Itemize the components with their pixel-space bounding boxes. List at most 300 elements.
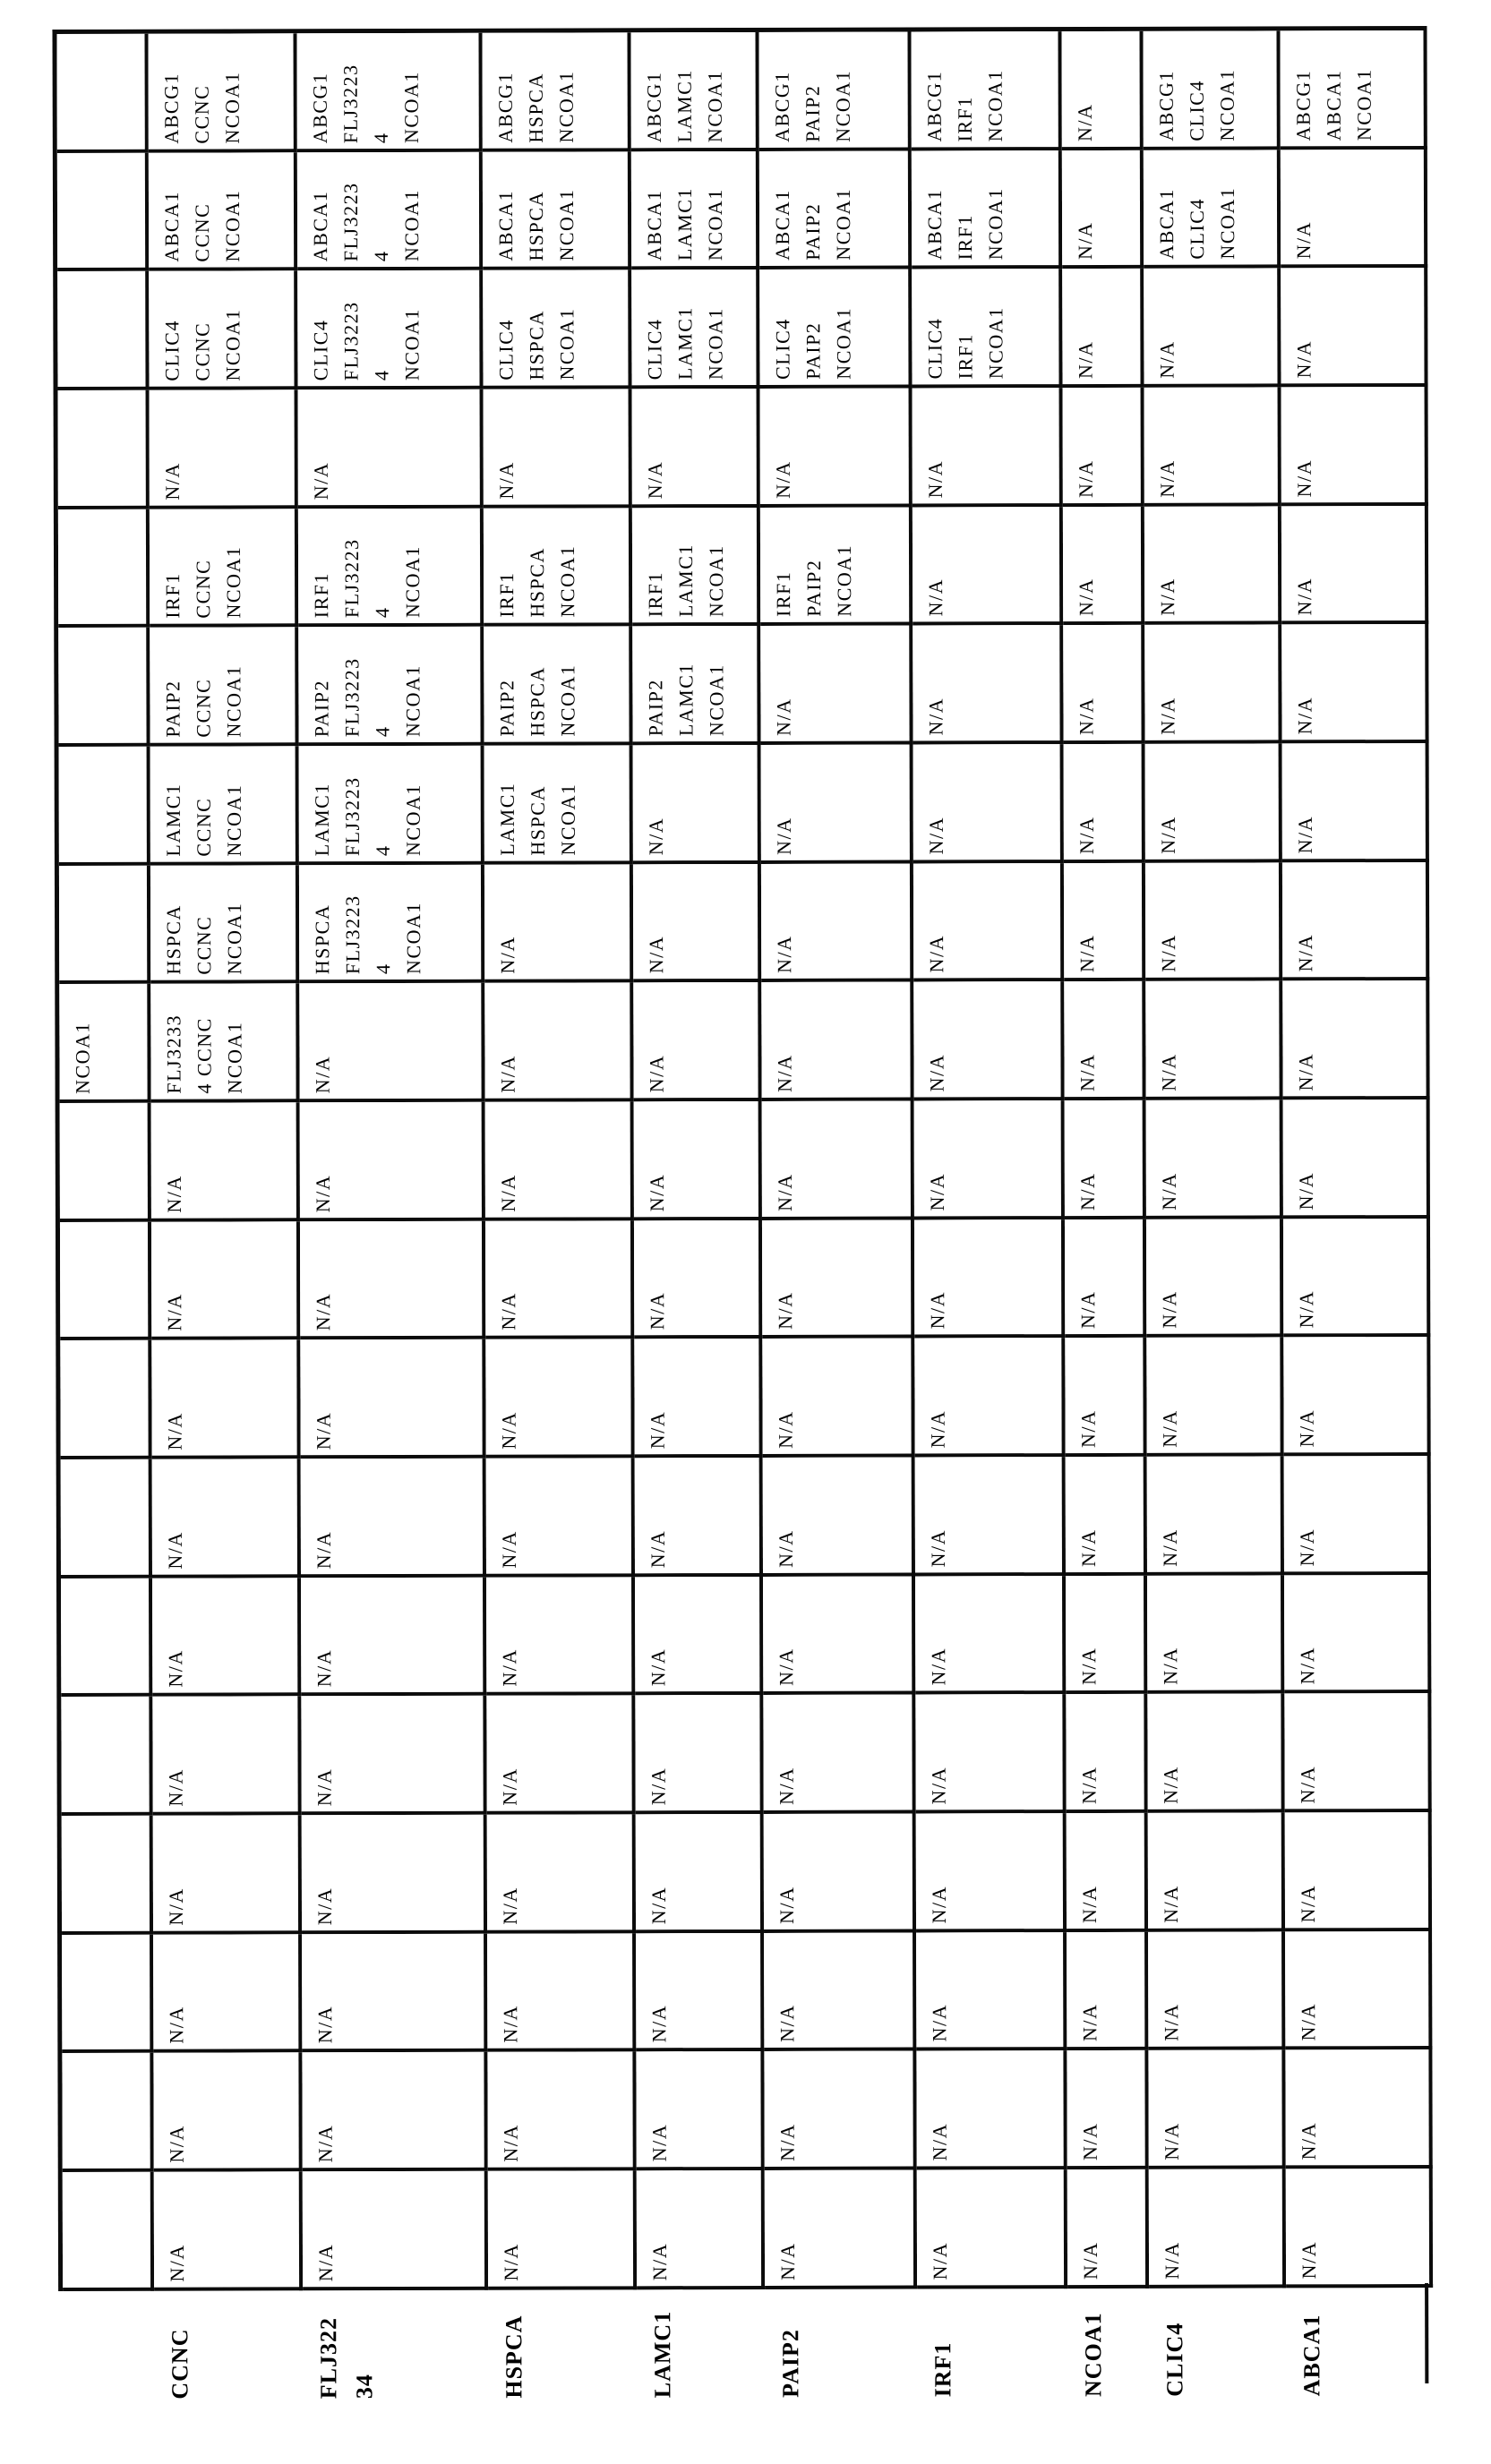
cell-text: N/A (496, 936, 519, 975)
table-cell (1146, 1099, 1283, 1219)
cell-text: PAIP2 LAMC1 NCOA1 (644, 663, 728, 737)
header-column-cell (61, 1578, 152, 1697)
cell-text: N/A (1160, 2003, 1183, 2042)
header-column-cell (59, 984, 150, 1103)
cell-text: HSPCA CCNC NCOA1 (162, 902, 246, 976)
cell-text: N/A (645, 1054, 668, 1093)
cell-text: N/A (313, 1649, 336, 1688)
cell-text: N/A (927, 1885, 951, 1924)
table-cell (915, 1694, 1066, 1813)
cell-text: N/A (163, 1293, 186, 1332)
table-cell (636, 1814, 764, 1933)
table-cell (634, 1220, 762, 1339)
table-cell (1062, 150, 1144, 270)
header-column-cell (62, 1816, 153, 1935)
table-cell (1066, 1576, 1147, 1695)
cell-text: N/A (1293, 815, 1316, 854)
cell-text: N/A (926, 1410, 949, 1449)
table-cell (1149, 2169, 1286, 2289)
cell-text: N/A (313, 2124, 337, 2163)
cell-text: N/A (1074, 459, 1097, 498)
table-cell (1281, 506, 1428, 625)
cell-text: N/A (1158, 1290, 1181, 1330)
cell-text: ABCG1 CLIC4 NCOA1 (1154, 68, 1238, 141)
cell-text: N/A (1077, 1766, 1101, 1805)
table-cell (303, 2171, 488, 2290)
cell-text: ABCG1 PAIP2 NCOA1 (770, 69, 854, 142)
cell-text: N/A (774, 1529, 797, 1568)
table-cell (483, 151, 631, 270)
table-cell (761, 863, 913, 982)
table-cell (1283, 1099, 1430, 1219)
table-cell (150, 628, 298, 747)
table-cell (635, 1577, 763, 1696)
cell-text: CLIC4 LAMC1 NCOA1 (643, 306, 727, 381)
table-cell (149, 271, 297, 390)
table-cell (1067, 2169, 1149, 2289)
table-cell (486, 1577, 635, 1696)
table-cell (150, 746, 299, 865)
cell-text: N/A (164, 1649, 187, 1689)
cell-text: N/A (1159, 1647, 1182, 1686)
cell-text: N/A (165, 2244, 189, 2282)
table-cell (915, 1576, 1066, 1695)
cell-text: N/A (1078, 2003, 1101, 2042)
cell-text: N/A (775, 2123, 799, 2162)
cell-text: N/A (1292, 458, 1315, 498)
cell-text: N/A (163, 1412, 186, 1450)
cell-text: N/A (1292, 221, 1315, 260)
cell-text: N/A (647, 2242, 672, 2281)
header-column-cell (60, 1103, 151, 1222)
cell-text: ABCG1 FLJ3223 4 NCOA1 (308, 64, 423, 143)
table-cell (762, 1219, 914, 1339)
table-cell (764, 1932, 916, 2051)
table-cell (484, 508, 632, 627)
table-cell (484, 627, 632, 746)
header-column-cell (58, 628, 150, 747)
bottom-gene-label: ABCA1 (1298, 2314, 1325, 2397)
table-cell (912, 269, 1062, 388)
cell-text: N/A (1296, 1647, 1319, 1685)
cell-text: N/A (772, 817, 795, 855)
cell-text: ABCG1 ABCA1 NCOA1 (1291, 67, 1375, 141)
header-column-cell (59, 747, 150, 866)
cell-text: N/A (498, 1767, 521, 1806)
table-cell (150, 509, 298, 628)
bottom-gene-label: NCOA1 (1080, 2312, 1107, 2398)
table-cell (1285, 1812, 1432, 1931)
table-cell (632, 626, 760, 745)
cell-text: N/A (313, 1886, 337, 1926)
table-cell (298, 627, 484, 746)
table-cell (483, 270, 631, 389)
table-cell (1144, 506, 1281, 625)
cell-text: N/A (1156, 578, 1179, 617)
table-cell (1062, 269, 1144, 388)
table-cell (763, 1458, 915, 1577)
table-cell (297, 270, 483, 389)
cell-text: N/A (925, 1054, 948, 1092)
table-cell (634, 1101, 762, 1220)
table-cell (482, 32, 630, 151)
table-cell (300, 1220, 485, 1339)
table-cell (631, 151, 759, 270)
cell-text: IRF1 HSPCA NCOA1 (495, 545, 579, 619)
cell-text: N/A (774, 1291, 797, 1330)
table-cell (1147, 1694, 1284, 1813)
table-cell (1067, 2050, 1148, 2169)
header-column-cell (62, 2053, 153, 2172)
cell-text: N/A (165, 2006, 188, 2045)
table-cell (298, 389, 484, 509)
cell-text: CLIC4 PAIP2 NCOA1 (771, 306, 855, 380)
header-column-cell (56, 34, 148, 153)
table-cell (630, 32, 758, 151)
cell-text: N/A (647, 2123, 671, 2162)
table-cell (633, 982, 761, 1101)
cell-text: N/A (1156, 816, 1179, 854)
table-cell (1065, 1100, 1146, 1219)
cell-text: ABCA1 CLIC4 NCOA1 (1154, 187, 1239, 261)
table-cell (1145, 862, 1282, 981)
table-cell (484, 983, 633, 1102)
table-cell (761, 745, 913, 864)
cell-text: N/A (1074, 340, 1097, 380)
table-cell (760, 626, 913, 745)
cell-text: N/A (775, 1886, 799, 1924)
table-cell (300, 1339, 485, 1459)
header-column-cell (61, 1697, 152, 1816)
table-cell (1280, 30, 1427, 150)
table-cell (302, 1934, 487, 2053)
header-column-cell (60, 1221, 151, 1340)
table-cell (1064, 981, 1145, 1100)
table-cell (151, 1102, 300, 1221)
cell-text: CLIC4 CCNC NCOA1 (160, 308, 244, 381)
table-cell (1282, 980, 1429, 1099)
table-cell (1144, 269, 1281, 388)
cell-text: N/A (1077, 1885, 1101, 1923)
cell-text: N/A (312, 1411, 335, 1450)
cell-text: N/A (1295, 1527, 1318, 1567)
table-cell (913, 507, 1063, 626)
cell-text: ABCG1 CCNC NCOA1 (159, 71, 244, 144)
header-column-cell (60, 1340, 151, 1459)
table-cell (302, 1815, 487, 1934)
table-cell (913, 388, 1063, 507)
cell-text: PAIP2 CCNC NCOA1 (161, 664, 245, 738)
table-cell (1145, 743, 1282, 862)
table-cell (1283, 1219, 1430, 1338)
table-cell (759, 150, 912, 270)
table-cell (1064, 744, 1145, 863)
table-cell (299, 983, 484, 1102)
table-cell (487, 2052, 636, 2171)
table-cell (917, 2169, 1067, 2289)
cell-text: HSPCA FLJ3223 4 NCOA1 (311, 894, 425, 975)
cell-text: N/A (499, 2124, 522, 2162)
cell-text: ABCA1 HSPCA NCOA1 (493, 188, 578, 262)
cell-text: N/A (773, 1054, 796, 1092)
cell-text: N/A (160, 461, 184, 500)
cell-text: N/A (927, 1767, 950, 1805)
table-cell (484, 389, 632, 508)
header-column-cell (57, 271, 149, 390)
cell-text: N/A (772, 697, 795, 736)
cell-text: N/A (646, 1529, 669, 1569)
cell-text: N/A (924, 816, 947, 855)
table-right-border-tail (1425, 2283, 1428, 2383)
cell-text: IRF1 LAMC1 NCOA1 (644, 543, 728, 618)
table-cell (631, 270, 759, 389)
cell-text: N/A (1075, 816, 1098, 854)
table-cell (485, 1101, 634, 1220)
cell-text: N/A (1296, 1884, 1320, 1923)
table-cell (485, 1339, 634, 1459)
cell-text: N/A (1076, 1409, 1100, 1449)
table-cell (484, 864, 633, 983)
table-cell (1063, 507, 1144, 626)
table-cell (916, 1813, 1067, 1932)
table-cell (488, 2170, 637, 2289)
cell-text: N/A (1075, 697, 1098, 736)
table-cell (153, 2053, 302, 2172)
cell-text: ABCA1 FLJ3223 4 NCOA1 (308, 182, 424, 262)
cell-text: ABCA1 PAIP2 NCOA1 (770, 188, 855, 261)
table-cell (1065, 1219, 1146, 1339)
cell-text: N/A (1073, 103, 1096, 141)
bottom-gene-label: PAIP2 (777, 2329, 804, 2398)
table-cell (1143, 30, 1280, 150)
table-cell (487, 1933, 636, 2052)
cell-text: N/A (164, 1886, 188, 1926)
cell-text: PAIP2 HSPCA NCOA1 (495, 663, 579, 737)
table-cell (634, 1339, 762, 1458)
cell-text: N/A (1160, 2241, 1184, 2280)
table-cell (1063, 388, 1144, 507)
table-cell (914, 1100, 1065, 1219)
table-cell (151, 1221, 300, 1340)
cell-text: CLIC4 IRF1 NCOA1 (923, 306, 1007, 380)
cell-text: N/A (1076, 1528, 1100, 1567)
table-cell (1066, 1457, 1147, 1576)
table-cell (154, 2171, 303, 2290)
table-cell (632, 389, 760, 508)
table-cell (1063, 625, 1144, 744)
cell-text: N/A (774, 1410, 797, 1449)
cell-text: N/A (1075, 1172, 1099, 1211)
cell-text: N/A (1077, 1647, 1101, 1686)
cell-text: N/A (645, 1173, 668, 1212)
table-cell (152, 1578, 301, 1697)
cell-text: N/A (1157, 1053, 1180, 1091)
cell-text: ABCG1 IRF1 NCOA1 (922, 69, 1007, 142)
cell-text: N/A (773, 1173, 796, 1211)
table-cell (1148, 2050, 1285, 2169)
cell-text: N/A (1160, 2122, 1183, 2160)
table-cell (298, 508, 484, 627)
table-cell (1281, 150, 1427, 269)
table-cell (486, 1696, 635, 1815)
table-cell (1281, 387, 1428, 506)
table-cell (1284, 1456, 1431, 1575)
cell-text: LAMC1 CCNC NCOA1 (161, 783, 245, 857)
bottom-gene-label: CCNC (167, 2328, 193, 2400)
cell-text: N/A (498, 1886, 522, 1925)
table-cell (485, 1220, 634, 1339)
cell-text: IRF1 CCNC NCOA1 (161, 545, 245, 620)
cell-text: N/A (313, 2006, 337, 2044)
table-cell (1283, 1337, 1430, 1456)
table-cell (1282, 862, 1429, 981)
table-cell (150, 389, 298, 509)
cell-text: N/A (646, 1410, 669, 1450)
table-cell (152, 1459, 301, 1578)
table-cell (299, 864, 484, 983)
cell-text: N/A (923, 459, 947, 499)
cell-text: N/A (497, 1292, 520, 1331)
header-column-cell (63, 2172, 154, 2291)
cell-text: N/A (926, 1528, 949, 1568)
table-cell (300, 1102, 485, 1221)
cell-text: N/A (775, 2004, 799, 2043)
cell-text: N/A (1292, 339, 1315, 379)
table-cell (636, 1933, 764, 2052)
cell-text: N/A (773, 935, 796, 974)
cell-text: N/A (1293, 578, 1316, 616)
table-cell (1282, 743, 1429, 862)
table-cell (1066, 1694, 1147, 1813)
cell-text: N/A (1297, 2003, 1320, 2041)
cell-text: N/A (497, 1530, 520, 1569)
table-cell (911, 31, 1061, 150)
cell-text: N/A (1159, 1766, 1182, 1804)
cell-text: N/A (1159, 1885, 1183, 1923)
cell-text: ABCA1 IRF1 NCOA1 (922, 187, 1007, 261)
table-cell (1284, 1693, 1431, 1812)
cell-text: N/A (1158, 1528, 1181, 1567)
cell-text: N/A (647, 1886, 671, 1925)
cell-text: N/A (644, 817, 667, 855)
cell-text: N/A (1296, 1766, 1319, 1804)
table-cell (296, 33, 482, 152)
cell-text: N/A (494, 460, 518, 500)
cell-text: N/A (1297, 2122, 1320, 2160)
header-column-cell (58, 509, 150, 628)
table-cell (148, 33, 296, 152)
cell-text: N/A (311, 1174, 334, 1212)
cell-text: ABCG1 HSPCA NCOA1 (493, 70, 578, 143)
bottom-gene-label: LAMC1 (649, 2310, 676, 2399)
cell-text: LAMC1 HSPCA NCOA1 (495, 782, 579, 856)
table-cell (1285, 1931, 1432, 2050)
cell-text: N/A (928, 2004, 951, 2042)
table-cell (1147, 1456, 1284, 1575)
cell-text: N/A (928, 2123, 951, 2161)
header-column-cell (62, 1934, 153, 2053)
table-cell (914, 1338, 1065, 1457)
cell-text: ABCA1 CCNC NCOA1 (159, 189, 244, 263)
cell-text: N/A (497, 1411, 520, 1450)
table-cell (636, 2051, 764, 2170)
cell-text: N/A (496, 1173, 519, 1212)
table-cell (633, 864, 761, 983)
table-cell (1064, 863, 1145, 982)
cell-text: CLIC4 FLJ3223 4 NCOA1 (309, 301, 424, 381)
cell-text: N/A (313, 1767, 336, 1807)
cell-text: N/A (775, 2242, 800, 2280)
table-cell (484, 745, 633, 864)
table-cell (760, 507, 913, 626)
cell-text: N/A (311, 1055, 334, 1094)
cell-text: N/A (1158, 1409, 1181, 1448)
cell-text: N/A (775, 1647, 798, 1687)
cell-text: N/A (928, 2241, 952, 2280)
table-cell (487, 1814, 636, 1933)
cell-text: N/A (775, 1767, 798, 1805)
table-cell (763, 1695, 915, 1814)
table-cell (150, 865, 299, 984)
table-cell (302, 2052, 487, 2171)
bottom-gene-label: FLJ322 34 (315, 2316, 378, 2400)
cell-text: N/A (164, 1768, 187, 1807)
cell-text: PAIP2 FLJ3223 4 NCOA1 (310, 657, 424, 738)
cell-text: N/A (163, 1530, 186, 1570)
table-cell (151, 1340, 300, 1459)
table-cell (762, 1101, 914, 1220)
table-cell (1144, 625, 1281, 744)
cell-text: N/A (1156, 697, 1179, 735)
cell-text: ABCA1 LAMC1 NCOA1 (642, 187, 727, 261)
cell-text: N/A (1294, 1171, 1317, 1211)
cell-text: N/A (1157, 934, 1180, 973)
table-cell (635, 1458, 763, 1577)
table-cell (153, 1815, 302, 1934)
cell-text: N/A (1294, 934, 1317, 972)
cell-text: N/A (1294, 1052, 1317, 1091)
cell-text: N/A (309, 461, 332, 500)
cell-text: N/A (1075, 1053, 1099, 1092)
table-cell (301, 1459, 486, 1578)
table-cell (1284, 1575, 1431, 1694)
header-column-cell (58, 390, 150, 509)
table-cell (1067, 1932, 1148, 2051)
cell-text: N/A (645, 936, 668, 974)
table-cell (149, 152, 297, 271)
table-cell (152, 1697, 301, 1816)
table-cell (153, 1934, 302, 2053)
cell-text: N/A (1075, 578, 1098, 617)
table-cell (301, 1696, 486, 1815)
cell-text: N/A (927, 1647, 950, 1686)
table-cell (913, 625, 1063, 744)
table-cell (1148, 1813, 1285, 1932)
cell-text: N/A (165, 2125, 188, 2163)
table-cell (486, 1458, 635, 1577)
cell-text: N/A (643, 460, 666, 499)
table-cell (764, 2051, 916, 2170)
table-cell (1144, 150, 1281, 269)
cell-text: ABCG1 LAMC1 NCOA1 (642, 68, 726, 142)
table-cell (297, 151, 483, 270)
cell-text: N/A (162, 1174, 185, 1213)
table-cell (913, 744, 1064, 863)
table-cell (760, 389, 913, 508)
cell-text: N/A (1074, 221, 1097, 261)
table-cell (913, 981, 1064, 1100)
table-cell (759, 270, 912, 389)
